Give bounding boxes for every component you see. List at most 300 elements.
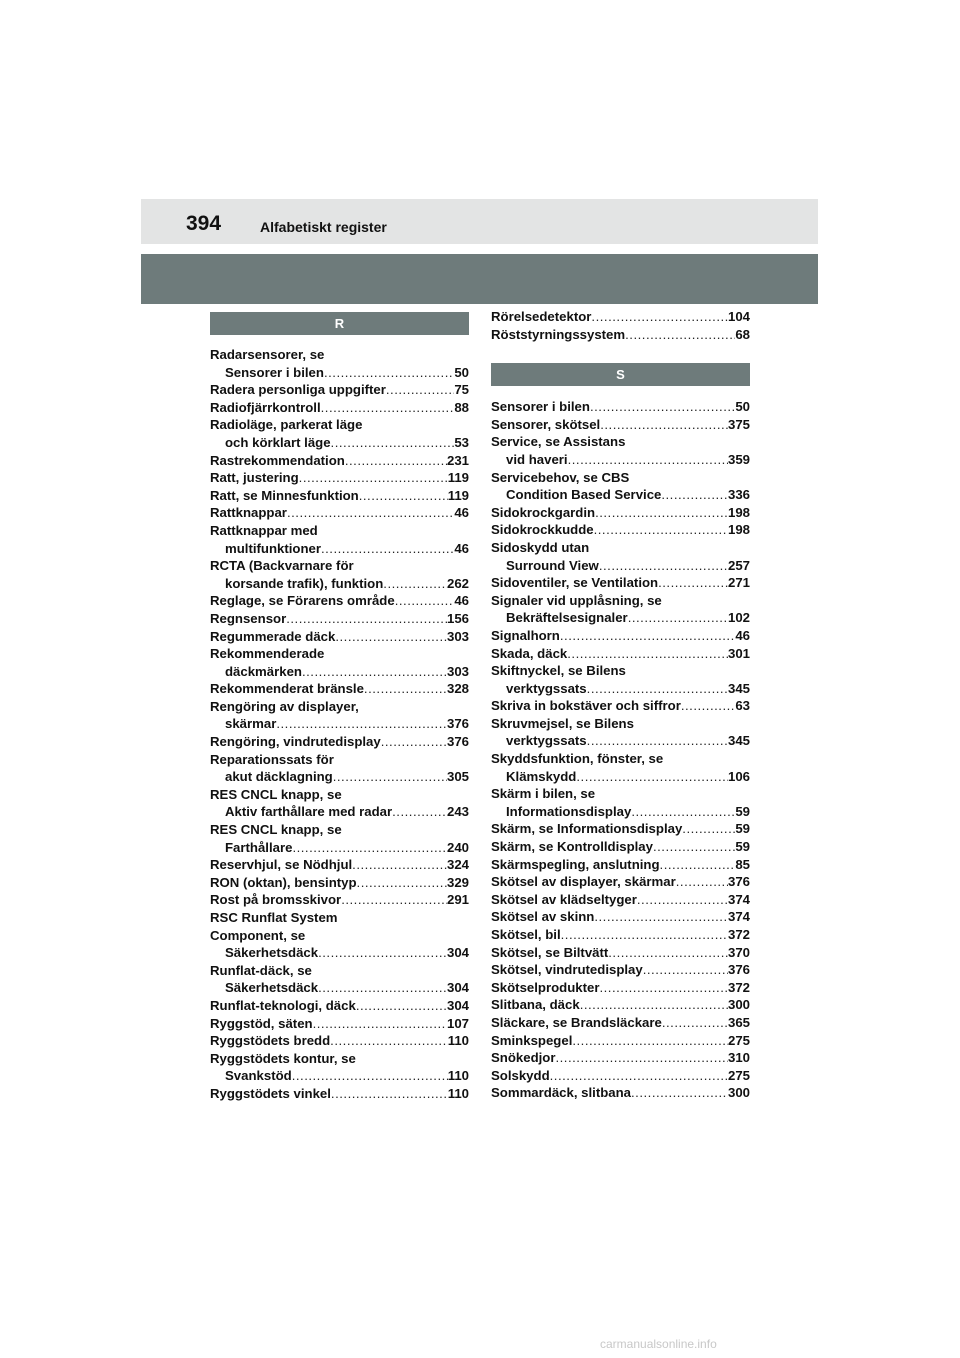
page-reference: 156 bbox=[446, 610, 469, 626]
index-entry-line bbox=[210, 874, 469, 892]
index-entry-line bbox=[210, 803, 469, 821]
page-reference: 359 bbox=[727, 451, 750, 467]
index-entry-line bbox=[210, 610, 469, 628]
index-entry-text: Radiofjärrkontroll bbox=[210, 399, 321, 415]
dot-leader bbox=[599, 557, 728, 575]
index-entry bbox=[491, 504, 750, 522]
index-entry-line bbox=[491, 944, 750, 962]
index-entry-text: Skada, däck bbox=[491, 645, 568, 661]
page-reference: 75 bbox=[454, 382, 469, 398]
index-entry-heading: Component, se bbox=[210, 927, 306, 943]
index-entry-line bbox=[491, 908, 750, 926]
page-reference: 53 bbox=[454, 434, 469, 450]
index-entry-text: Skötsel av displayer, skärmar bbox=[491, 874, 676, 890]
index-entry-text: Condition Based Service bbox=[506, 487, 662, 503]
index-entry-text: Rattknappar bbox=[210, 505, 287, 521]
index-entry-text: Farthållare bbox=[225, 839, 293, 855]
page-reference: 345 bbox=[727, 733, 750, 749]
dot-leader bbox=[359, 487, 448, 505]
dot-leader bbox=[395, 592, 455, 610]
index-entry-line bbox=[491, 521, 750, 539]
index-entry bbox=[210, 628, 469, 646]
index-entry-text: Sminkspegel bbox=[491, 1032, 573, 1048]
index-entry-text: Skärmspegling, anslutning bbox=[491, 856, 660, 872]
dot-leader bbox=[324, 364, 454, 382]
index-entry-heading: RSC Runflat System bbox=[210, 910, 338, 925]
index-entry-text: däckmärken bbox=[225, 663, 302, 679]
index-entry-line bbox=[210, 856, 469, 874]
dot-leader bbox=[681, 697, 736, 715]
index-entry-heading: Rekommenderade bbox=[210, 646, 325, 662]
index-entry-text: Ratt, se Minnesfunktion bbox=[210, 487, 359, 503]
index-entry bbox=[210, 751, 469, 786]
index-entry-line bbox=[491, 308, 750, 326]
index-entry-text: Säkerhetsdäck bbox=[225, 980, 319, 996]
index-entry bbox=[491, 627, 750, 645]
page-reference: 275 bbox=[727, 1067, 750, 1083]
dot-leader bbox=[595, 504, 728, 522]
dot-leader bbox=[357, 874, 447, 892]
dot-leader bbox=[591, 308, 728, 326]
index-entry bbox=[491, 1014, 750, 1032]
index-entry-text: Sensorer i bilen bbox=[491, 399, 590, 415]
page-reference: 304 bbox=[446, 945, 469, 961]
index-entry bbox=[210, 909, 469, 962]
index-entry bbox=[210, 997, 469, 1015]
page-reference: 110 bbox=[447, 1085, 469, 1101]
page-reference: 376 bbox=[446, 716, 469, 732]
dot-leader bbox=[658, 574, 728, 592]
dot-leader bbox=[318, 979, 447, 997]
index-entry-text: Skötsel av klädseltyger bbox=[491, 891, 637, 907]
index-entry bbox=[210, 962, 469, 997]
index-entry-heading: Skiftnyckel, se Bilens bbox=[491, 663, 626, 679]
dot-leader bbox=[299, 469, 448, 487]
index-entry-line bbox=[491, 627, 750, 645]
index-entry-line bbox=[491, 891, 750, 909]
page-reference: 88 bbox=[454, 399, 469, 415]
index-entry-text: Svankstöd bbox=[225, 1068, 292, 1084]
index-entry-heading: Skruvmejsel, se Bilens bbox=[491, 715, 634, 731]
dot-leader bbox=[331, 1085, 448, 1103]
index-entry-text: och körklart läge bbox=[225, 434, 331, 450]
page-reference: 107 bbox=[446, 1015, 469, 1031]
page-reference: 85 bbox=[735, 856, 750, 872]
index-entry-text: Ryggstödets bredd bbox=[210, 1033, 331, 1049]
index-entry-heading: Skyddsfunktion, fönster, se bbox=[491, 751, 664, 767]
index-entry-text: Surround View bbox=[506, 557, 599, 573]
index-entry bbox=[210, 1085, 469, 1103]
page-reference: 305 bbox=[446, 769, 469, 785]
dot-leader bbox=[313, 1015, 447, 1033]
index-entry-text: Sidokrockgardin bbox=[491, 504, 596, 520]
index-entry-heading: RES CNCL knapp, se bbox=[210, 786, 342, 802]
dot-leader bbox=[661, 486, 728, 504]
index-entry bbox=[491, 750, 750, 785]
page-reference: 303 bbox=[446, 663, 469, 679]
page-reference: 370 bbox=[727, 944, 750, 960]
index-entry-heading: Rattknappar med bbox=[210, 522, 318, 538]
page-reference: 304 bbox=[446, 997, 469, 1013]
index-entry-text: Reglage, se Förarens område bbox=[210, 593, 395, 609]
page-reference: 110 bbox=[447, 1068, 469, 1084]
index-entry bbox=[491, 574, 750, 592]
index-entry-heading: Ryggstödets kontur, se bbox=[210, 1050, 356, 1066]
index-entry-line bbox=[210, 434, 469, 452]
page-reference: 374 bbox=[727, 909, 750, 925]
index-entry bbox=[210, 821, 469, 856]
index-entry-line bbox=[210, 997, 469, 1015]
dot-leader bbox=[676, 873, 728, 891]
index-entry bbox=[491, 433, 750, 468]
dot-leader bbox=[286, 610, 447, 628]
page-reference: 46 bbox=[454, 505, 469, 521]
page-reference: 324 bbox=[446, 857, 469, 873]
page-reference: 46 bbox=[454, 540, 469, 556]
index-column-right bbox=[491, 308, 750, 1102]
page-reference: 102 bbox=[727, 610, 750, 626]
dot-leader bbox=[587, 732, 728, 750]
watermark: carmanualsonline.info bbox=[600, 1337, 717, 1351]
index-entry-line bbox=[491, 451, 750, 469]
dot-leader bbox=[590, 398, 735, 416]
index-entry-line bbox=[210, 944, 469, 962]
index-entry-heading: Service, se Assistans bbox=[491, 434, 626, 450]
page-reference: 372 bbox=[727, 927, 750, 942]
index-entry-text: Runflat-teknologi, däck bbox=[210, 997, 356, 1013]
index-entry-line bbox=[491, 416, 750, 434]
header-bar bbox=[141, 199, 818, 244]
index-entry bbox=[491, 539, 750, 574]
page-reference: 119 bbox=[447, 470, 469, 486]
index-entry-line bbox=[210, 452, 469, 470]
dot-leader bbox=[550, 1067, 728, 1085]
index-entry-line bbox=[491, 1084, 750, 1102]
dot-leader bbox=[318, 944, 447, 962]
index-entry bbox=[491, 1084, 750, 1102]
index-entry-text: Snökedjor bbox=[491, 1050, 556, 1066]
index-entry-line bbox=[491, 486, 750, 504]
index-entry-text: Bekräftelsesignaler bbox=[506, 610, 628, 626]
page-reference: 375 bbox=[727, 416, 750, 432]
dot-leader bbox=[625, 326, 735, 344]
index-entry-line bbox=[491, 326, 750, 344]
index-entry-text: Skriva in bokstäver och siffror bbox=[491, 698, 681, 714]
index-entry bbox=[210, 346, 469, 381]
index-entry-text: Skärm, se Kontrolldisplay bbox=[491, 839, 653, 855]
index-entry bbox=[491, 645, 750, 663]
index-entry-line bbox=[491, 1049, 750, 1067]
page-reference: 59 bbox=[735, 821, 750, 837]
page-reference: 372 bbox=[727, 979, 750, 995]
index-entry-text: Skärm, se Informationsdisplay bbox=[491, 821, 683, 837]
dot-leader bbox=[331, 434, 455, 452]
entry-list-r bbox=[210, 346, 469, 1103]
index-entry-text: Aktiv farthållare med radar bbox=[225, 804, 393, 820]
index-entry-text: Signalhorn bbox=[491, 627, 560, 643]
index-entry-line bbox=[491, 820, 750, 838]
index-entry-line bbox=[210, 1067, 469, 1085]
index-entry-heading: RES CNCL knapp, se bbox=[210, 822, 342, 838]
index-entry-line bbox=[210, 487, 469, 505]
index-entry bbox=[210, 469, 469, 487]
index-entry-text: Sidokrockkudde bbox=[491, 522, 594, 538]
section-title: Alfabetiskt register bbox=[260, 219, 387, 235]
page-reference: 59 bbox=[735, 803, 750, 819]
index-entry bbox=[210, 592, 469, 610]
index-entry-text: Ryggstöd, säten bbox=[210, 1015, 313, 1031]
index-entry-line bbox=[491, 803, 750, 821]
page-reference: 376 bbox=[727, 962, 750, 978]
index-entry-text: Skötsel, se Biltvätt bbox=[491, 944, 609, 960]
index-entry bbox=[491, 785, 750, 820]
index-entry bbox=[210, 680, 469, 698]
index-entry-text: Solskydd bbox=[491, 1067, 550, 1083]
dot-leader bbox=[321, 399, 455, 417]
page-reference: 304 bbox=[446, 980, 469, 996]
index-entry bbox=[210, 891, 469, 909]
index-entry-text: Informationsdisplay bbox=[506, 803, 632, 819]
dot-leader bbox=[608, 944, 728, 962]
index-entry bbox=[491, 944, 750, 962]
page-reference: 301 bbox=[727, 645, 750, 661]
index-entry-line bbox=[491, 557, 750, 575]
index-entry-line bbox=[491, 856, 750, 874]
index-entry-line bbox=[210, 839, 469, 857]
page-reference: 291 bbox=[446, 892, 469, 908]
entry-list-r-continued bbox=[491, 308, 750, 343]
index-entry bbox=[491, 697, 750, 715]
dot-leader bbox=[662, 1014, 728, 1032]
page-reference: 376 bbox=[727, 874, 750, 890]
index-entry-text: Klämskydd bbox=[506, 768, 577, 784]
index-entry-text: Skötsel, bil bbox=[491, 927, 561, 942]
index-entry-text: Sensorer i bilen bbox=[225, 364, 324, 380]
page-number: 394 bbox=[186, 212, 222, 235]
dot-leader bbox=[568, 451, 728, 469]
dot-leader bbox=[330, 1032, 448, 1050]
dot-leader bbox=[599, 979, 728, 997]
dot-leader bbox=[287, 504, 454, 522]
index-entry-line bbox=[210, 1085, 469, 1103]
header-band bbox=[141, 254, 818, 304]
page-reference: 345 bbox=[727, 680, 750, 696]
index-entry-text: Skötsel, vindrutedisplay bbox=[491, 962, 643, 978]
letter-heading-r: R bbox=[210, 312, 469, 335]
index-entry-text: Ryggstödets vinkel bbox=[210, 1085, 331, 1101]
index-entry-text: Slitbana, däck bbox=[491, 997, 580, 1013]
index-entry-line bbox=[491, 979, 750, 997]
index-entry bbox=[491, 856, 750, 874]
index-entry-heading: Skärm i bilen, se bbox=[491, 786, 596, 802]
dot-leader bbox=[576, 768, 728, 786]
index-entry-line bbox=[491, 873, 750, 891]
index-entry bbox=[491, 891, 750, 909]
index-entry-text: vid haveri bbox=[506, 451, 568, 467]
index-entry-text: Reservhjul, se Nödhjul bbox=[210, 857, 353, 873]
index-entry-line bbox=[491, 961, 750, 979]
dot-leader bbox=[587, 680, 728, 698]
index-entry-text: Skötsel av skinn bbox=[491, 909, 595, 925]
index-entry-text: verktygssats bbox=[506, 733, 587, 749]
entry-list-s bbox=[491, 398, 750, 1102]
page-reference: 68 bbox=[735, 326, 750, 342]
index-entry-text: korsande trafik), funktion bbox=[225, 575, 384, 591]
page-reference: 198 bbox=[727, 504, 750, 520]
dot-leader bbox=[594, 908, 728, 926]
index-entry-line bbox=[210, 1032, 469, 1050]
index-entry bbox=[210, 1050, 469, 1085]
index-entry bbox=[210, 874, 469, 892]
page-reference: 198 bbox=[727, 522, 750, 538]
dot-leader bbox=[381, 733, 447, 751]
dot-leader bbox=[682, 820, 735, 838]
page-reference: 110 bbox=[447, 1033, 469, 1049]
index-entry bbox=[491, 715, 750, 750]
index-entry bbox=[210, 487, 469, 505]
index-entry-line bbox=[210, 733, 469, 751]
index-entry bbox=[491, 873, 750, 891]
page-reference: 50 bbox=[735, 399, 750, 415]
index-entry-line bbox=[491, 680, 750, 698]
index-entry bbox=[491, 926, 750, 944]
page-reference: 243 bbox=[446, 804, 469, 820]
index-entry bbox=[491, 308, 750, 326]
index-entry bbox=[491, 416, 750, 434]
index-entry-text: Rekommenderat bränsle bbox=[210, 681, 364, 697]
index-entry-text: Rastrekommendation bbox=[210, 452, 345, 468]
index-entry-text: Ratt, justering bbox=[210, 470, 299, 486]
dot-leader bbox=[637, 891, 728, 909]
index-entry-line bbox=[491, 504, 750, 522]
page-reference: 104 bbox=[727, 309, 750, 324]
dot-leader bbox=[392, 803, 447, 821]
page-reference: 300 bbox=[727, 997, 750, 1013]
index-entry bbox=[210, 698, 469, 733]
dot-leader bbox=[560, 627, 735, 645]
dot-leader bbox=[276, 715, 447, 733]
index-entry-line bbox=[210, 628, 469, 646]
dot-leader bbox=[333, 768, 447, 786]
index-entry-text: verktygssats bbox=[506, 680, 587, 696]
index-entry-text: multifunktioner bbox=[225, 540, 321, 556]
index-entry-text: Rost på bromsskivor bbox=[210, 892, 342, 908]
index-entry bbox=[210, 399, 469, 417]
index-entry bbox=[210, 452, 469, 470]
index-entry bbox=[491, 820, 750, 838]
index-entry-line bbox=[491, 768, 750, 786]
dot-leader bbox=[352, 856, 447, 874]
index-entry-line bbox=[210, 469, 469, 487]
page-reference: 257 bbox=[727, 557, 750, 573]
page-reference: 275 bbox=[727, 1032, 750, 1048]
dot-leader bbox=[383, 575, 447, 593]
page-reference: 374 bbox=[727, 891, 750, 907]
index-entry-text: Sensorer, skötsel bbox=[491, 416, 601, 432]
page-reference: 303 bbox=[446, 628, 469, 644]
index-entry bbox=[491, 469, 750, 504]
dot-leader bbox=[302, 663, 447, 681]
index-entry bbox=[210, 610, 469, 628]
index-entry-line bbox=[210, 680, 469, 698]
index-entry-line bbox=[491, 996, 750, 1014]
index-entry bbox=[491, 326, 750, 344]
index-entry-text: Röststyrningssystem bbox=[491, 326, 626, 342]
index-entry bbox=[491, 398, 750, 416]
index-entry bbox=[210, 733, 469, 751]
index-entry-line bbox=[210, 592, 469, 610]
index-entry bbox=[491, 521, 750, 539]
index-entry bbox=[491, 996, 750, 1014]
index-entry bbox=[491, 1049, 750, 1067]
index-entry bbox=[210, 1015, 469, 1033]
index-entry bbox=[491, 961, 750, 979]
letter-heading-s: S bbox=[491, 363, 750, 386]
page-reference: 328 bbox=[446, 681, 469, 697]
dot-leader bbox=[561, 926, 728, 944]
index-entry bbox=[491, 662, 750, 697]
index-entry-line bbox=[491, 1032, 750, 1050]
index-entry bbox=[210, 522, 469, 557]
index-entry-heading: Servicebehov, se CBS bbox=[491, 469, 630, 485]
dot-leader bbox=[341, 891, 447, 909]
index-entry-line bbox=[491, 838, 750, 856]
dot-leader bbox=[321, 540, 454, 558]
page-reference: 50 bbox=[454, 364, 469, 380]
index-entry bbox=[210, 381, 469, 399]
index-entry-text: Regnsensor bbox=[210, 610, 287, 626]
index-entry-line bbox=[210, 540, 469, 558]
dot-leader bbox=[600, 416, 728, 434]
page-reference: 46 bbox=[454, 593, 469, 609]
index-entry-line bbox=[210, 575, 469, 593]
dot-leader bbox=[364, 680, 447, 698]
index-entry-line bbox=[210, 768, 469, 786]
index-entry bbox=[210, 557, 469, 592]
index-entry bbox=[210, 786, 469, 821]
dot-leader bbox=[356, 997, 447, 1015]
index-entry-heading: Reparationssats för bbox=[210, 751, 334, 767]
index-entry-line bbox=[210, 399, 469, 417]
index-entry-text: akut däcklagning bbox=[225, 769, 333, 785]
dot-leader bbox=[567, 645, 728, 663]
index-entry-line bbox=[210, 364, 469, 382]
index-entry-line bbox=[491, 1014, 750, 1032]
index-entry-line bbox=[491, 574, 750, 592]
index-entry-heading: Signaler vid upplåsning, se bbox=[491, 592, 662, 608]
index-entry-text: Rörelsedetektor bbox=[491, 309, 592, 324]
index-entry-line bbox=[491, 398, 750, 416]
page-reference: 271 bbox=[727, 575, 750, 591]
page-reference: 310 bbox=[727, 1050, 750, 1066]
index-entry bbox=[491, 1067, 750, 1085]
page-reference: 365 bbox=[727, 1014, 750, 1030]
index-entry bbox=[491, 979, 750, 997]
index-entry bbox=[491, 592, 750, 627]
index-entry bbox=[210, 856, 469, 874]
dot-leader bbox=[660, 856, 736, 874]
index-entry bbox=[210, 504, 469, 522]
index-entry-line bbox=[491, 926, 750, 944]
index-entry bbox=[491, 908, 750, 926]
index-entry bbox=[210, 416, 469, 451]
index-entry-line bbox=[491, 1067, 750, 1085]
index-entry-line bbox=[210, 504, 469, 522]
dot-leader bbox=[594, 521, 728, 539]
dot-leader bbox=[631, 1084, 728, 1102]
index-entry-line bbox=[491, 732, 750, 750]
index-entry-heading: Radarsensorer, se bbox=[210, 347, 325, 362]
